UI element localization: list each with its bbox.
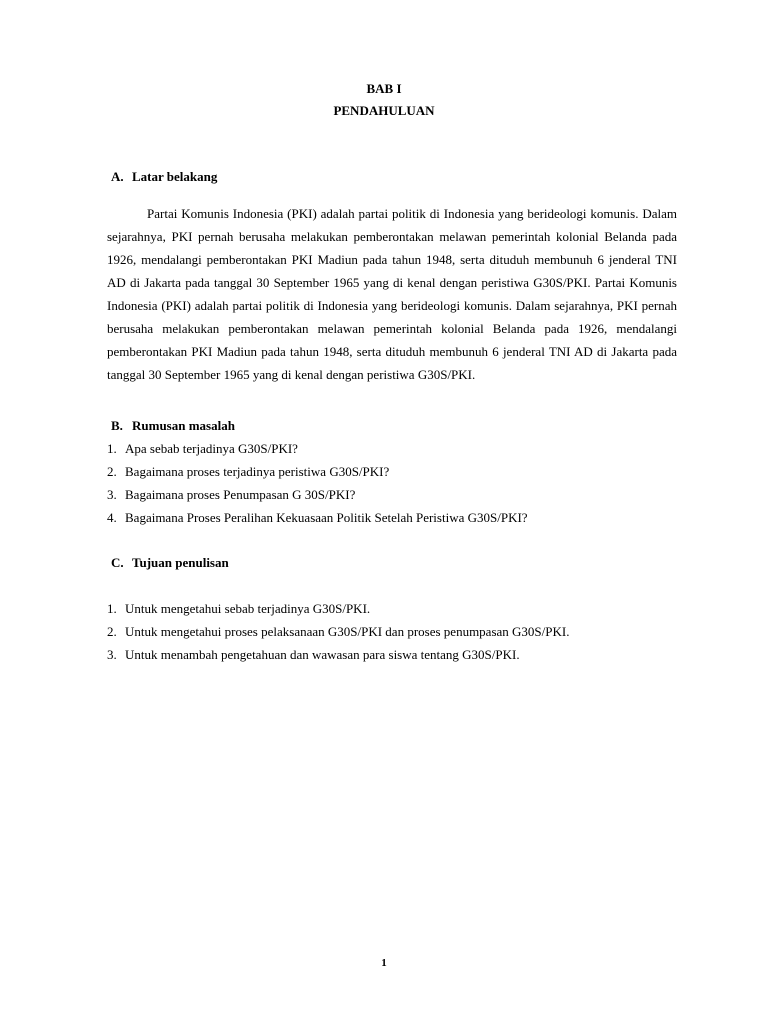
list-item-text: Untuk menambah pengetahuan dan wawasan para siswa tentang G30S/PKI. xyxy=(125,647,520,662)
list-item-number: 1. xyxy=(107,441,117,456)
list-item xyxy=(107,483,528,506)
section-title: Tujuan penulisan xyxy=(132,555,229,570)
section-heading-latar-belakang xyxy=(111,169,217,185)
section-heading-tujuan-penulisan xyxy=(111,555,229,571)
list-item-text: Bagaimana proses terjadinya peristiwa G30S/PKI? xyxy=(125,464,390,479)
section-letter: B. xyxy=(111,418,123,433)
list-item-number: 2. xyxy=(107,624,117,639)
chapter-number: BAB I xyxy=(366,81,402,96)
section-letter: A. xyxy=(111,169,124,184)
latar-belakang-paragraph: Partai Komunis Indonesia (PKI) adalah partai politik di Indonesia yang berideologi komunis. Dalam sejarahnya, PKI pernah berusaha melakukan pemberontakan melawan pemerintah kolonial Belanda pada 1926, mendalangi pemberontakan PKI Madiun pada tahun 1948, serta dituduh membunuh 6 jenderal TNI AD di Jakarta pada tanggal 30 September 1965 yang di kenal dengan peristiwa G30S/PKI. Partai Komunis Indonesia (PKI) adalah partai politik di Indonesia yang berideologi komunis. Dalam sejarahnya, PKI pernah berusaha melakukan pemberontakan melawan pemerintah kolonial Belanda pada 1926, mendalangi pemberontakan PKI Madiun pada tahun 1948, serta dituduh membunuh 6 jenderal TNI AD di Jakarta pada tanggal 30 September 1965 yang di kenal dengan peristiwa G30S/PKI. xyxy=(107,206,677,382)
list-item-number: 3. xyxy=(107,487,117,502)
list-item-text: Apa sebab terjadinya G30S/PKI? xyxy=(125,441,298,456)
list-item-text: Bagaimana proses Penumpasan G 30S/PKI? xyxy=(125,487,356,502)
list-item xyxy=(107,597,569,620)
list-item-number: 3. xyxy=(107,647,117,662)
tujuan-penulisan-list xyxy=(107,597,569,666)
list-item xyxy=(107,620,569,643)
list-item-number: 4. xyxy=(107,510,117,525)
section-heading-rumusan-masalah xyxy=(111,418,235,434)
list-item-text: Bagaimana Proses Peralihan Kekuasaan Politik Setelah Peristiwa G30S/PKI? xyxy=(125,510,528,525)
list-item-number: 2. xyxy=(107,464,117,479)
list-item-text: Untuk mengetahui sebab terjadinya G30S/PKI. xyxy=(125,601,371,616)
list-item xyxy=(107,437,528,460)
list-item-number: 1. xyxy=(107,601,117,616)
section-letter: C. xyxy=(111,555,124,570)
page-number: 1 xyxy=(381,957,387,969)
list-item-text: Untuk mengetahui proses pelaksanaan G30S/PKI dan proses penumpasan G30S/PKI. xyxy=(125,624,570,639)
list-item xyxy=(107,506,528,529)
section-title: Rumusan masalah xyxy=(132,418,235,433)
list-item xyxy=(107,460,528,483)
section-title: Latar belakang xyxy=(132,169,218,184)
chapter-title: PENDAHULUAN xyxy=(333,103,435,118)
rumusan-masalah-list xyxy=(107,437,528,529)
list-item xyxy=(107,643,569,666)
